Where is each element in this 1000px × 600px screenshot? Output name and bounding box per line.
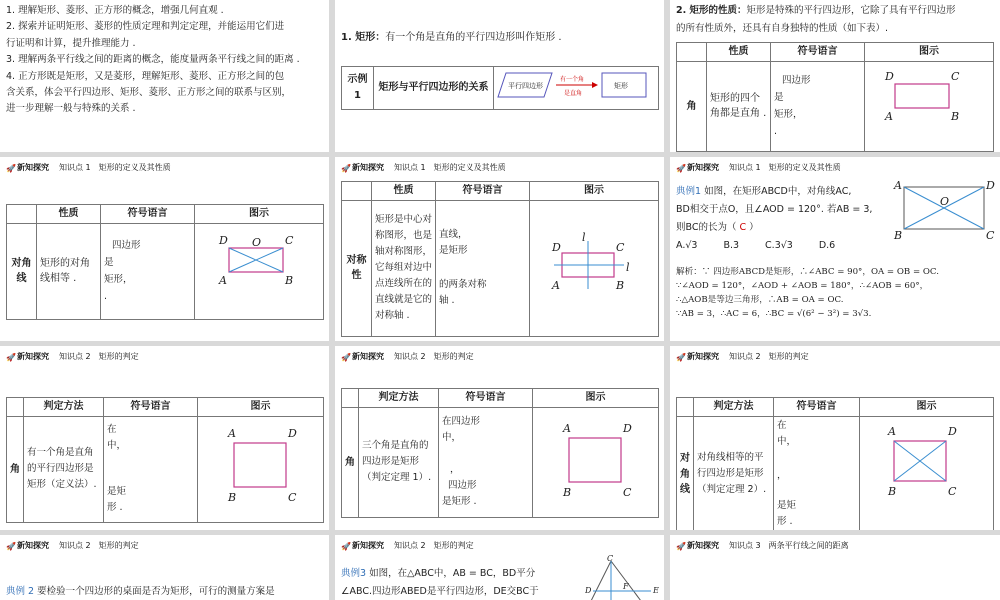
svg-text:C: C: [986, 229, 995, 242]
svg-text:B: B: [563, 485, 572, 499]
rocket-icon: 🚀: [341, 353, 351, 362]
svg-text:D: D: [948, 424, 957, 438]
rocket-icon: 🚀: [341, 542, 351, 551]
svg-text:D: D: [585, 586, 592, 595]
section-header: 🚀新知探究 知识点 2 矩形的判定: [341, 541, 474, 551]
svg-text:C: C: [616, 240, 625, 254]
svg-text:D: D: [623, 421, 632, 435]
rocket-icon: 🚀: [676, 164, 686, 173]
svg-text:B: B: [228, 490, 237, 504]
svg-text:l: l: [582, 230, 586, 244]
para-to-rect-diagram: [494, 67, 654, 103]
example3-text: 典例3 如图，在△ABC中，AB = BC，BD平分 ∠ABC.四边形ABED是平行四边形，DE交BC于: [341, 568, 539, 597]
svg-text:A: A: [563, 421, 571, 435]
section-header: 🚀新知探究 知识点 1 矩形的定义及其性质: [6, 163, 171, 173]
section-header: 🚀新知探究 知识点 3 两条平行线之间的距离: [676, 541, 849, 551]
example2-text: 典例 2 要检验一个四边形的桌面是否为矩形，可行的测量方案是: [6, 586, 275, 597]
section-header: 🚀新知探究 知识点 1 矩形的定义及其性质: [341, 163, 506, 173]
slide-definition: [335, 0, 664, 152]
arrow-bottom-label: 是直角: [564, 90, 583, 97]
rocket-icon: 🚀: [676, 542, 686, 551]
svg-text:C: C: [607, 554, 614, 563]
svg-text:A: A: [552, 278, 560, 292]
slide-objectives: [0, 0, 329, 152]
section-header: 🚀新知探究 知识点 1 矩形的定义及其性质: [676, 163, 841, 173]
judge2-table: 判定方法 符号语言 图示 角 三个角是直角的四边形是矩形（判定定理 1）. 在四边形 中， ， 四边形 是矩形 . A D B C: [341, 388, 659, 518]
properties-intro: 2. 矩形的性质：矩形是特殊的平行四边形，它除了具有平行四边形 的所有性质外，还具有自身独特的性质（如下表）.: [676, 5, 956, 34]
judge1-figure: [198, 417, 322, 517]
objectives-list: 1. 理解矩形、菱形、正方形的概念，增强几何直观 . 2. 探索并证明矩形、菱形的性质定理和判定定理，并能运用它们进 行证明和计算，提升推理能力 . 3. 理解两条平行线之间的距离的概念，能度量两条平行线之间的距离 . 4. 正方形既是矩形，又是菱形，理解矩形、菱形、正方形之间的包 含关系，体会平行四边形、矩形、菱形、正方形之间的联系与区别， 进一步理解一般与特殊的关系 .: [6, 5, 300, 115]
slide-judge3: [670, 346, 1000, 530]
slide-example2: [0, 535, 329, 600]
judge2-figure: [533, 408, 657, 512]
answer-mark: C: [739, 222, 747, 233]
slide-example1: [670, 157, 1000, 341]
slide-kp3: [670, 535, 1000, 600]
svg-text:O: O: [940, 195, 950, 208]
slide-judge2: [335, 346, 664, 530]
svg-text:A: A: [894, 179, 902, 192]
svg-text:B: B: [894, 229, 903, 242]
example3-figure: [585, 553, 663, 600]
svg-text:D: D: [219, 233, 228, 247]
svg-text:F: F: [623, 582, 629, 591]
judge3-figure: [860, 417, 990, 527]
diagonal-table: 性质 符号语言 图示 对角线 矩形的对角线相等 . 四边形 是 矩形， . D O C A B: [6, 204, 324, 320]
example1-solution: 解析：∵ 四边形ABCD是矩形，∴∠ABC = 90°，OA = OB = OC. ∵∠AOD = 120°，∠AOD + ∠AOB = 180°，∴∠AOB = 60°， ∴△AOB是等边三角形，∴AB = OA = OC. ∵AB = 3，∴AC = 6，∴BC = √(6² − 3²) = 3√3.: [676, 267, 939, 319]
section-header: 🚀新知探究 知识点 2 矩形的判定: [341, 352, 474, 362]
rectangle-figure: [865, 62, 989, 146]
slide-diagonal-property: [0, 157, 329, 341]
section-header: 🚀新知探究 知识点 2 矩形的判定: [6, 541, 139, 551]
symmetry-axes-figure: [530, 201, 654, 331]
svg-text:C: C: [288, 490, 297, 504]
point-b: B: [951, 109, 960, 123]
symmetry-table: 性质 符号语言 图示 对称性 矩形是中心对称图形，也是轴对称图形，它每组对边中点连线所在的直线就是它的对称轴 . 直线， 是矩形 的两条对称 轴 . D C l l A B: [341, 181, 659, 337]
section-header: 🚀新知探究 知识点 2 矩形的判定: [676, 352, 809, 362]
svg-text:C: C: [948, 484, 957, 498]
svg-text:B: B: [285, 273, 294, 287]
slide-example3: [335, 535, 664, 600]
example1-table: 示例 1 矩形与平行四边形的关系 平行四边形 有一个角 是直角 矩形: [341, 66, 659, 110]
rocket-icon: 🚀: [676, 353, 686, 362]
svg-text:C: C: [623, 485, 632, 499]
svg-text:A: A: [219, 273, 227, 287]
svg-text:E: E: [653, 586, 659, 595]
arrow-top-label: 有一个角: [560, 76, 585, 83]
svg-text:B: B: [616, 278, 625, 292]
rectangle-diagonals-figure: [195, 224, 319, 314]
svg-text:O: O: [252, 235, 262, 249]
definition-text: 1. 矩形：有一个角是直角的平行四边形叫作矩形 .: [341, 32, 562, 43]
arrow-head: [592, 82, 598, 88]
svg-text:D: D: [288, 426, 297, 440]
point-c: C: [951, 69, 960, 83]
rocket-icon: 🚀: [6, 353, 16, 362]
para-label: 平行四边形: [508, 82, 543, 90]
rocket-icon: 🚀: [6, 542, 16, 551]
judge3-table: 判定方法 符号语言 图示 对角线 对角线相等的平行四边形是矩形（判定定理 2）. 在 中， ， 是矩 形 . A D B C: [676, 397, 994, 530]
svg-text:C: C: [285, 233, 294, 247]
svg-text:A: A: [888, 424, 896, 438]
point-d: D: [885, 69, 894, 83]
angle-property-table: 性质 符号语言 图示 角 矩形的四个角都是直角 . 四边形 是 矩形， . D C A B: [676, 42, 994, 152]
rocket-icon: 🚀: [6, 164, 16, 173]
point-a: A: [885, 109, 893, 123]
options-row: A.√3 B.3 C.3√3 D.6: [676, 240, 836, 251]
section-header: 🚀新知探究 知识点 2 矩形的判定: [6, 352, 139, 362]
svg-text:D: D: [986, 179, 995, 192]
example1-question: 典例1 如图，在矩形ABCD中，对角线AC, BD相交于点O，且∠AOD = 120°. 若AB = 3, 则BC的长为（ C ） A.√3 B.3 C.3√3 D.6: [676, 183, 896, 255]
rect-label: 矩形: [614, 82, 628, 90]
slide-judge1: [0, 346, 329, 530]
slide-properties-angle: [670, 0, 1000, 152]
svg-text:B: B: [888, 484, 897, 498]
svg-text:D: D: [552, 240, 561, 254]
svg-text:A: A: [228, 426, 236, 440]
judge1-table: 判定方法 符号语言 图示 角 有一个角是直角的平行四边形是矩形（定义法）. 在 中， 是矩 形 . A D B C: [6, 397, 324, 523]
example1-figure: [892, 177, 1000, 243]
slide-symmetry-property: [335, 157, 664, 341]
svg-text:l: l: [626, 260, 630, 274]
rocket-icon: 🚀: [341, 164, 351, 173]
